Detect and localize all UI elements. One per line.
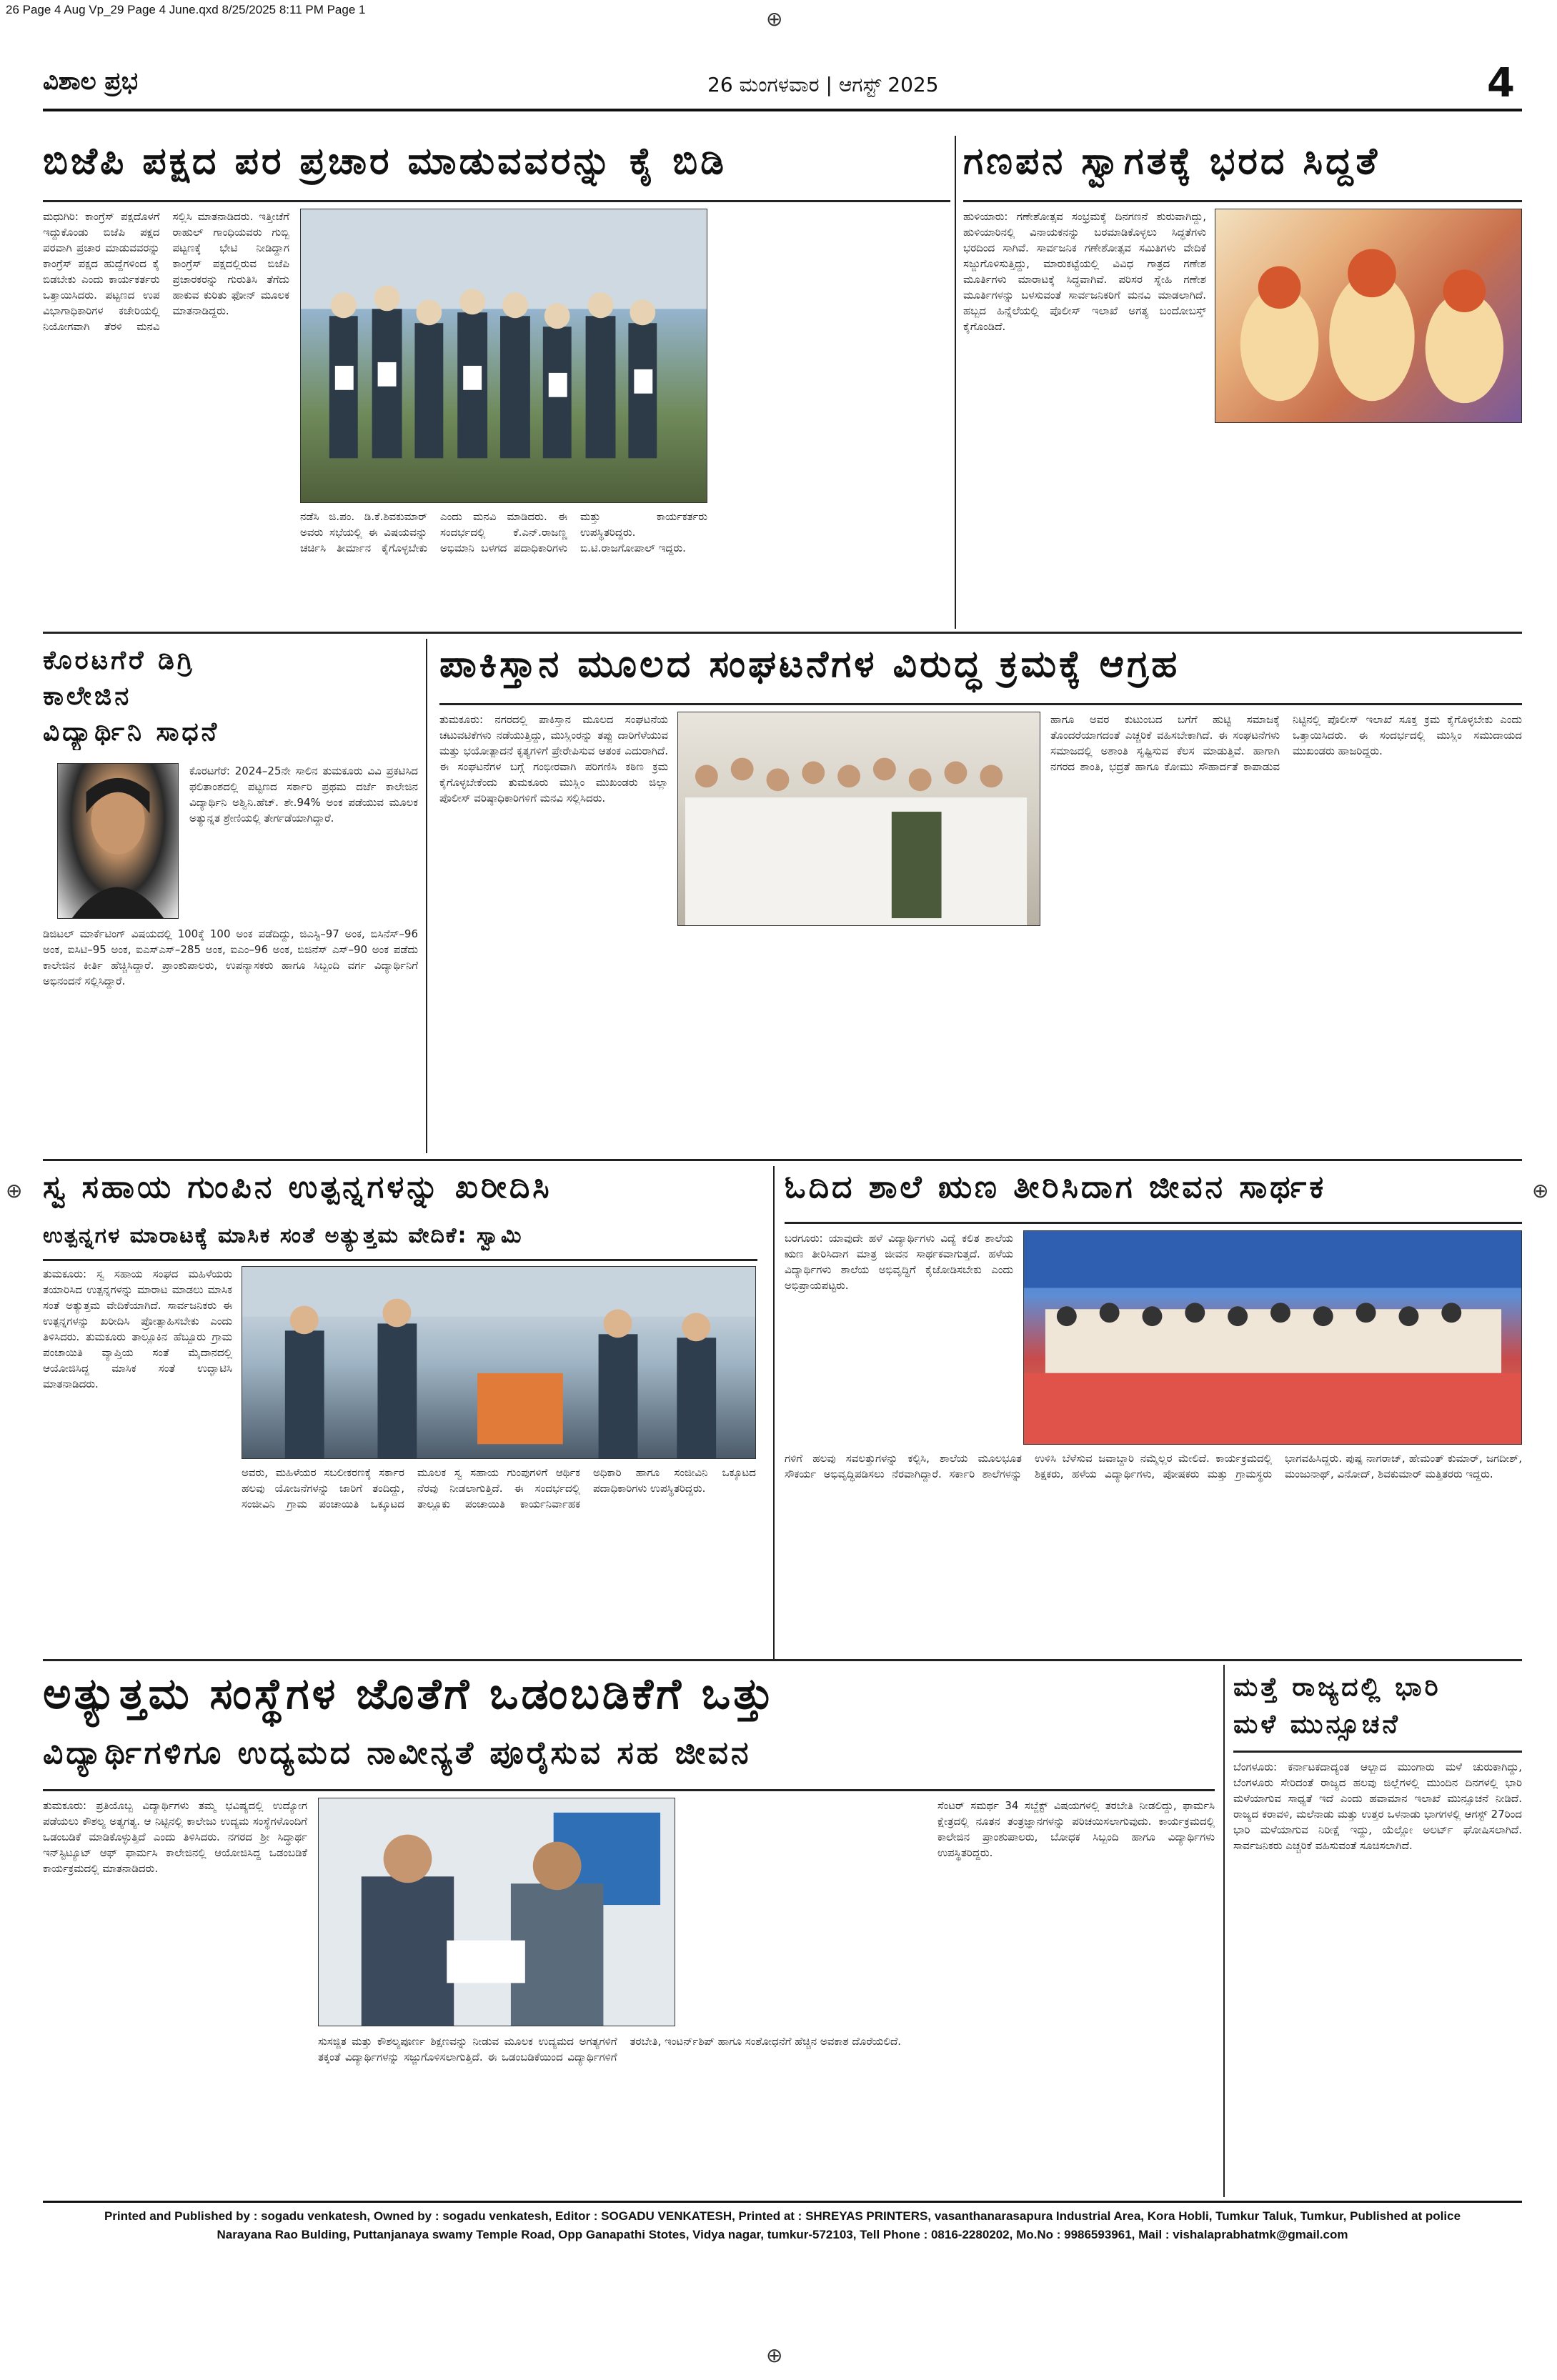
mou-body-right: ಸೆಂಟರ್ ಸಮರ್ಥ 34 ಸಬ್ಜೆಕ್ಟ್ ವಿಷಯಗಳಲ್ಲಿ ತರಬೇತಿ ನೀಡಲಿದ್ದು, ಫಾರ್ಮಸಿ ಕ್ಷೇತ್ರದಲ್ಲಿ ನೂತನ ತಂತ್ರಜ್ಞಾನಗಳನ್ನು ಪರಿಚಯಿಸಲಾಗುವುದು. ಕಾರ್ಯಕ್ರಮದಲ್ಲಿ ಕಾಲೇಜಿನ ಪ್ರಾಂಶುಪಾಲರು, ಬೋಧಕ ಸಿಬ್ಬಂದಿ ಹಾಗೂ ವಿದ್ಯಾರ್ಥಿಗಳು ಉಪಸ್ಥಿತರಿದ್ದರು.: [937, 1799, 1215, 1859]
college-body-bottom: ಡಿಜಿಟಲ್ ಮಾರ್ಕೆಟಿಂಗ್ ವಿಷಯದಲ್ಲಿ 100ಕ್ಕೆ 100 ಅಂಕ ಪಡೆದಿದ್ದು, ಜಿಎಸ್ಟಿ–97 ಅಂಕ, ಬಿಸಿನೆಸ್–96 ಅಂಕ, ಐಸಿಟಿ–95 ಅಂಕ, ಐಎಸ್ಎಸ್–285 ಅಂಕ, ಐಎಂ–96 ಅಂಕ, ಬಿಜಿನೆಸ್ ಎಸ್–90 ಅಂಕ ಪಡೆದು ಕಾಲೇಜಿನ ಕೀರ್ತಿ ಹೆಚ್ಚಿಸಿದ್ದಾರೆ. ಪ್ರಾಂಶುಪಾಲರು, ಉಪನ್ಯಾಸಕರು ಹಾಗೂ ಸಿಬ್ಬಂದಿ ವರ್ಗ ವಿದ್ಯಾರ್ಥಿನಿಗೆ ಅಭಿನಂದನೆ ಸಲ್ಲಿಸಿದ್ದಾರೆ.: [43, 927, 418, 987]
handshake-photo-icon: [319, 1798, 675, 2026]
mou-body-left: ತುಮಕೂರು: ಪ್ರತಿಯೊಬ್ಬ ವಿದ್ಯಾರ್ಥಿಗಳು ತಮ್ಮ ಭವಿಷ್ಯದಲ್ಲಿ ಉದ್ಯೋಗ ಪಡೆಯಲು ಕೌಶಲ್ಯ ಅತ್ಯಗತ್ಯ. ಆ ನಿಟ್ಟಿನಲ್ಲಿ ಕಾಲೇಜು ಉದ್ಯಮ ಸಂಸ್ಥೆಗಳೊಂದಿಗೆ ಒಡಂಬಡಿಕೆ ಮಾಡಿಕೊಳ್ಳುತ್ತಿದೆ ಎಂದು ತಿಳಿಸಿದರು. ನಗರದ ಶ್ರೀ ಸಿದ್ಧಾರ್ಥ ಇನ್‌ಸ್ಟಿಟ್ಯೂಟ್ ಆಫ್ ಫಾರ್ಮಸಿ ಕಾಲೇಜಿನಲ್ಲಿ ಆಯೋಜಿಸಿದ್ದ ಒಡಂಬಡಿಕೆ ಕಾರ್ಯಕ್ರಮದಲ್ಲಿ ಮಾತನಾಡಿದರು.: [43, 1799, 307, 1875]
divider: [43, 200, 950, 202]
school-headline: ಓದಿದ ಶಾಲೆ ಋಣ ತೀರಿಸಿದಾಗ ಜೀವನ ಸಾರ್ಥಕ: [785, 1169, 1327, 1205]
ganesha-body-cont: [1215, 429, 1522, 623]
school-body-bottom: ಗಳಿಗೆ ಹಲವು ಸವಲತ್ತುಗಳನ್ನು ಕಲ್ಪಿಸಿ, ಶಾಲೆಯ ಮೂಲಭೂತ ಸೌಕರ್ಯ ಅಭಿವೃದ್ಧಿಪಡಿಸಲು ನೆರವಾಗಿದ್ದಾರೆ. ಸರ್ಕಾರಿ ಶಾಲೆಗಳನ್ನು ಉಳಿಸಿ ಬೆಳೆಸುವ ಜವಾಬ್ದಾರಿ ನಮ್ಮೆಲ್ಲರ ಮೇಲಿದೆ. ಕಾರ್ಯಕ್ರಮದಲ್ಲಿ ಶಿಕ್ಷಕರು, ಹಳೆಯ ವಿದ್ಯಾರ್ಥಿಗಳು, ಪೋಷಕರು ಮತ್ತು ಗ್ರಾಮಸ್ಥರು ಭಾಗವಹಿಸಿದ್ದರು. ಪುಷ್ಪ ನಾಗರಾಜ್, ಹೇಮಂತ್ ಕುಮಾರ್, ಜಗದೀಶ್, ಮಂಜುನಾಥ್, ವಿನೋದ್, ಶಿವಕುಮಾರ್ ಮತ್ತಿತರರು ಇದ್ದರು.: [785, 1452, 1522, 1480]
mou-body-mid: ಸುಸಜ್ಜಿತ ಮತ್ತು ಕೌಶಲ್ಯಪೂರ್ಣ ಶಿಕ್ಷಣವನ್ನು ನೀಡುವ ಮೂಲಕ ಉದ್ಯಮದ ಅಗತ್ಯಗಳಿಗೆ ತಕ್ಕಂತೆ ವಿದ್ಯಾರ್ಥಿಗಳನ್ನು ಸಜ್ಜುಗೊಳಿಸಲಾಗುತ್ತಿದೆ. ಈ ಒಡಂಬಡಿಕೆಯಿಂದ ವಿದ್ಯಾರ್ಥಿಗಳಿಗೆ ತರಬೇತಿ, ಇಂಟರ್ನ್‌ಶಿಪ್ ಹಾಗೂ ಸಂಶೋಧನೆಗೆ ಹೆಚ್ಚಿನ ಅವಕಾಶ ದೊರೆಯಲಿದೆ.: [318, 2035, 902, 2063]
gathering-photo-icon: [1024, 1231, 1521, 1444]
mou-photo: [318, 1798, 675, 2026]
shg-headline: ಸ್ವ ಸಹಾಯ ಗುಂಪಿನ ಉತ್ಪನ್ನಗಳನ್ನು ಖರೀದಿಸಿ: [43, 1169, 552, 1205]
divider: [426, 639, 427, 1153]
shg-body-left: ತುಮಕೂರು: ಸ್ವ ಸಹಾಯ ಸಂಘದ ಮಹಿಳೆಯರು ತಯಾರಿಸಿದ ಉತ್ಪನ್ನಗಳನ್ನು ಮಾರಾಟ ಮಾಡಲು ಮಾಸಿಕ ಸಂತೆ ಅತ್ಯುತ್ತಮ ವೇದಿಕೆಯಾಗಿದೆ. ಸಾರ್ವಜನಿಕರು ಈ ಉತ್ಪನ್ನಗಳನ್ನು ಖರೀದಿಸಿ ಪ್ರೋತ್ಸಾಹಿಸಬೇಕು ಎಂದು ತಿಳಿಸಿದರು. ತುಮಕೂರು ತಾಲ್ಲೂಕಿನ ಹೆಬ್ಬೂರು ಗ್ರಾಮ ಪಂಚಾಯಿತಿ ವ್ಯಾಪ್ತಿಯ ಸಂತೆ ಮೈದಾನದಲ್ಲಿ ಆಯೋಜಿಸಿದ್ದ ಮಾಸಿಕ ಸಂತೆ ಉದ್ಘಾಟಿಸಿ ಮಾತನಾಡಿದರು.: [43, 1268, 232, 1390]
mou-body-mid-top: [686, 1798, 929, 2026]
registration-mark-icon: ⊕: [766, 2344, 783, 2367]
divider: [43, 1659, 1522, 1661]
divider: [439, 703, 1522, 705]
student-portrait: [57, 763, 179, 919]
school-body-top: ಬರಗೂರು: ಯಾವುದೇ ಹಳೆ ವಿದ್ಯಾರ್ಥಿಗಳು ವಿದ್ಯೆ ಕಲಿತ ಶಾಲೆಯ ಋಣ ತೀರಿಸಿದಾಗ ಮಾತ್ರ ಜೀವನ ಸಾರ್ಥಕವಾಗುತ್ತದೆ. ಹಳೆಯ ವಿದ್ಯಾರ್ಥಿಗಳು ಶಾಲೆಯ ಅಭಿವೃದ್ಧಿಗೆ ಕೈಜೋಡಿಸಬೇಕು ಎಂದು ಅಭಿಪ್ರಾಯಪಟ್ಟರು.: [785, 1232, 1013, 1292]
bjp-headline: ಬಿಜೆಪಿ ಪಕ್ಷದ ಪರ ಪ್ರಚಾರ ಮಾಡುವವರನ್ನು ಕೈ ಬಿಡಿ: [43, 140, 727, 183]
divider: [955, 136, 956, 629]
rain-headline-line1: ಮತ್ತೆ ರಾಜ್ಯದಲ್ಲಿ ಭಾರಿ: [1233, 1673, 1441, 1702]
registration-mark-icon: ⊕: [766, 7, 783, 31]
bjp-photo: [300, 209, 707, 503]
college-headline: [43, 643, 414, 750]
registration-mark-icon: ⊕: [6, 1179, 23, 1203]
college-headline-line3: ವಿದ್ಯಾರ್ಥಿನಿ ಸಾಧನೆ: [43, 717, 220, 747]
portrait-icon: [58, 764, 178, 918]
rain-headline: [1233, 1669, 1522, 1748]
rain-body: ಬೆಂಗಳೂರು: ಕರ್ನಾಟಕದಾದ್ಯಂತ ಆಲ್ಬಾದ ಮುಂಗಾರು ಮಳೆ ಚುರುಕಾಗಿದ್ದು, ಬೆಂಗಳೂರು ಸೇರಿದಂತೆ ರಾಜ್ಯದ ಹಲವು ಜಿಲ್ಲೆಗಳಲ್ಲಿ ಮುಂದಿನ ದಿನಗಳಲ್ಲಿ ಭಾರಿ ಮಳೆಯಾಗುವ ಸಾಧ್ಯತೆ ಇದೆ ಎಂದು ಹವಾಮಾನ ಇಲಾಖೆ ಮುನ್ಸೂಚನೆ ನೀಡಿದೆ. ರಾಜ್ಯದ ಕರಾವಳಿ, ಮಲೆನಾಡು ಮತ್ತು ಉತ್ತರ ಒಳನಾಡು ಭಾಗಗಳಲ್ಲಿ ಆಗಸ್ಟ್ 27ರಿಂದ ಭಾರಿ ಮಳೆಯಾಗುವ ನಿರೀಕ್ಷೆ ಇದ್ದು, ಯೆಲ್ಲೋ ಅಲರ್ಟ್ ಘೋಷಿಸಲಾಗಿದೆ. ಸಾರ್ವಜನಿಕರು ಎಚ್ಚರಿಕೆ ವಹಿಸುವಂತೆ ಸೂಚಿಸಲಾಗಿದೆ.: [1233, 1761, 1522, 1852]
college-headline-line1: ಕೊರಟಗೆರೆ ಡಿಗ್ರಿ: [43, 646, 195, 675]
bjp-body-right: ನಡೆಸಿ ಜಿ.ಪಂ. ಡಿ.ಕೆ.ಶಿವಕುಮಾರ್ ಅವರು ಸಭೆಯಲ್ಲಿ ಈ ವಿಷಯವನ್ನು ಚರ್ಚಿಸಿ ತೀರ್ಮಾನ ಕೈಗೊಳ್ಳಬೇಕು ಎಂದು ಮನವಿ ಮಾಡಿದರು. ಈ ಸಂದರ್ಭದಲ್ಲಿ ಕೆ.ಎನ್.ರಾಜಣ್ಣ ಅಭಿಮಾನಿ ಬಳಗದ ಪದಾಧಿಕಾರಿಗಳು ಮತ್ತು ಕಾರ್ಯಕರ್ತರು ಉಪಸ್ಥಿತರಿದ್ದರು. ಬಿ.ಟಿ.ರಾಜಗೋಪಾಲ್ ಇದ್ದರು.: [300, 510, 707, 554]
crowd-photo-icon: [678, 712, 1040, 925]
slug-line: 26 Page 4 Aug Vp_29 Page 4 June.qxd 8/25/2025 8:11 PM Page 1: [6, 3, 366, 16]
imprint-footer: [43, 2201, 1522, 2251]
college-headline-line2: ಕಾಲೇಜಿನ: [43, 682, 132, 711]
paper-name: ವಿಶಾಲ ಪ್ರಭ: [43, 67, 138, 96]
market-photo-icon: [242, 1267, 755, 1458]
ganesha-photo: [1215, 209, 1522, 423]
shg-subhead: ಉತ್ಪನ್ನಗಳ ಮಾರಾಟಕ್ಕೆ ಮಾಸಿಕ ಸಂತೆ ಅತ್ಯುತ್ತಮ ವೇದಿಕೆ: ಸ್ವಾಮಿ: [43, 1223, 523, 1248]
pakistan-body-mid: [677, 932, 1040, 1152]
bjp-body-left: ಮಧುಗಿರಿ: ಕಾಂಗ್ರೆಸ್ ಪಕ್ಷದೊಳಗೆ ಇದ್ದುಕೊಂಡು ಬಿಜೆಪಿ ಪಕ್ಷದ ಪರವಾಗಿ ಪ್ರಚಾರ ಮಾಡುವವರನ್ನು ಕಾಂಗ್ರೆಸ್ ಪಕ್ಷದ ಹುದ್ದೆಗಳಿಂದ ಕೈ ಬಿಡಬೇಕು ಎಂದು ಕಾರ್ಯಕರ್ತರು ಒತ್ತಾಯಿಸಿದರು. ಪಟ್ಟಣದ ಉಪ ವಿಭಾಗಾಧಿಕಾರಿಗಳ ಕಚೇರಿಯಲ್ಲಿ ನಿಯೋಗವಾಗಿ ತೆರಳಿ ಮನವಿ ಸಲ್ಲಿಸಿ ಮಾತನಾಡಿದರು. ಇತ್ತೀಚೆಗೆ ರಾಹುಲ್ ಗಾಂಧಿಯವರು ಗುಬ್ಬಿ ಪಟ್ಟಣಕ್ಕೆ ಭೇಟಿ ನೀಡಿದ್ದಾಗ ಕಾಂಗ್ರೆಸ್ ಪಕ್ಷದಲ್ಲಿರುವ ಬಿಜೆಪಿ ಪ್ರಚಾರಕರನ್ನು ಗುರುತಿಸಿ ತೆಗೆದು ಹಾಕುವ ಕುರಿತು ಫೋನ್ ಮೂಲಕ ಮಾತನಾಡಿದ್ದರು.: [43, 210, 289, 333]
registration-mark-icon: ⊕: [1532, 1179, 1549, 1203]
pakistan-photo: [677, 712, 1040, 926]
mou-headline-line2: ವಿದ್ಯಾರ್ಥಿಗಳಿಗೂ ಉದ್ಯಮದ ನಾವೀನ್ಯತೆ ಪೂರೈಸುವ ಸಹ ಜೀವನ: [43, 1735, 752, 1771]
imprint-line1: Printed and Published by : sogadu venkatesh, Owned by : sogadu venkatesh, Editor : SOGADU VENKATESH, Printed at : SHREYAS PRINTERS, vasanthanarasapura Industrial Area, Kora Hobli, Tumkur Taluk, Tumkur, Published at police: [104, 2209, 1461, 2223]
page-number: 4: [1487, 60, 1515, 106]
divider: [43, 1259, 757, 1261]
divider: [43, 1159, 1522, 1161]
issue-date: 26 ಮಂಗಳವಾರ | ಆಗಸ್ಟ್ 2025: [707, 73, 939, 96]
divider: [1223, 1665, 1225, 2197]
pakistan-body-right: ಹಾಗೂ ಅವರ ಕುಟುಂಬದ ಬಗೆಗೆ ಹುಟ್ಟಿ ಸಮಾಜಕ್ಕೆ ತೊಂದರೆಯಾಗದಂತೆ ಎಚ್ಚರಿಕೆ ವಹಿಸಬೇಕಾಗಿದೆ. ಈ ಸಂಘಟನೆಗಳು ಸಮಾಜದಲ್ಲಿ ಅಶಾಂತಿ ಸೃಷ್ಟಿಸುವ ಕೆಲಸ ಮಾಡುತ್ತಿವೆ. ಹಾಗಾಗಿ ನಗರದ ಶಾಂತಿ, ಭದ್ರತೆ ಹಾಗೂ ಕೋಮು ಸೌಹಾರ್ದತೆ ಕಾಪಾಡುವ ನಿಟ್ಟಿನಲ್ಲಿ ಪೊಲೀಸ್ ಇಲಾಖೆ ಸೂಕ್ತ ಕ್ರಮ ಕೈಗೊಳ್ಳಬೇಕು ಎಂದು ಒತ್ತಾಯಿಸಿದರು. ಈ ಸಂದರ್ಭದಲ್ಲಿ ಮುಸ್ಲಿಂ ಸಮುದಾಯದ ಮುಖಂಡರು ಹಾಜರಿದ್ದರು.: [1050, 713, 1522, 773]
shg-body-bottom: ಅವರು, ಮಹಿಳೆಯರ ಸಬಲೀಕರಣಕ್ಕೆ ಸರ್ಕಾರ ಹಲವು ಯೋಜನೆಗಳನ್ನು ಜಾರಿಗೆ ತಂದಿದ್ದು, ಸಂಜೀವಿನಿ ಗ್ರಾಮ ಪಂಚಾಯಿತಿ ಒಕ್ಕೂಟದ ಮೂಲಕ ಸ್ವ ಸಹಾಯ ಗುಂಪುಗಳಿಗೆ ಆರ್ಥಿಕ ನೆರವು ನೀಡಲಾಗುತ್ತಿದೆ. ಈ ಸಂದರ್ಭದಲ್ಲಿ ತಾಲ್ಲೂಕು ಪಂಚಾಯಿತಿ ಕಾರ್ಯನಿರ್ವಾಹಕ ಅಧಿಕಾರಿ ಹಾಗೂ ಸಂಜೀವಿನಿ ಒಕ್ಕೂಟದ ಪದಾಧಿಕಾರಿಗಳು ಉಪಸ್ಥಿತರಿದ್ದರು.: [242, 1466, 756, 1510]
mou-headline-line1: ಅತ್ಯುತ್ತಮ ಸಂಸ್ಥೆಗಳ ಜೊತೆಗೆ ಒಡಂಬಡಿಕೆಗೆ ಒತ್ತು: [43, 1669, 777, 1719]
ganesha-body: ಹುಳಿಯಾರು: ಗಣೇಶೋತ್ಸವ ಸಂಭ್ರಮಕ್ಕೆ ದಿನಗಣನೆ ಶುರುವಾಗಿದ್ದು, ಹುಳಿಯಾರಿನಲ್ಲಿ ವಿನಾಯಕನನ್ನು ಬರಮಾಡಿಕೊಳ್ಳಲು ಸಿದ್ಧತೆಗಳು ಭರದಿಂದ ಸಾಗಿವೆ. ಸಾರ್ವಜನಿಕ ಗಣೇಶೋತ್ಸವ ಸಮಿತಿಗಳು ವೇದಿಕೆ ಸಜ್ಜುಗೊಳಿಸುತ್ತಿದ್ದು, ಮಾರುಕಟ್ಟೆಯಲ್ಲಿ ವಿವಿಧ ಗಾತ್ರದ ಗಣೇಶ ಮೂರ್ತಿಗಳು ಮಾರಾಟಕ್ಕೆ ಸಿದ್ಧವಾಗಿವೆ. ಪರಿಸರ ಸ್ನೇಹಿ ಗಣೇಶ ಮೂರ್ತಿಗಳನ್ನು ಬಳಸುವಂತೆ ಸಾರ್ವಜನಿಕರಿಗೆ ಮನವಿ ಮಾಡಲಾಗಿದೆ. ಹಬ್ಬದ ಹಿನ್ನೆಲೆಯಲ್ಲಿ ಪೊಲೀಸ್ ಇಲಾಖೆ ಅಗತ್ಯ ಬಂದೋಬಸ್ತ್ ಕೈಗೊಂಡಿದೆ.: [963, 210, 1206, 333]
pakistan-body-left: ತುಮಕೂರು: ನಗರದಲ್ಲಿ ಪಾಕಿಸ್ತಾನ ಮೂಲದ ಸಂಘಟನೆಯ ಚಟುವಟಿಕೆಗಳು ನಡೆಯುತ್ತಿದ್ದು, ಮುಸ್ಲಿಂರನ್ನು ತಪ್ಪು ದಾರಿಗೆಳೆಯುವ ಮತ್ತು ಭಯೋತ್ಪಾದನೆ ಕೃತ್ಯಗಳಿಗೆ ಪ್ರೇರೇಪಿಸುವ ಆತಂಕ ಎದುರಾಗಿದೆ. ಈ ಸಂಘಟನೆಗಳ ಬಗ್ಗೆ ಗಂಭೀರವಾಗಿ ಪರಿಗಣಿಸಿ ಕಠಿಣ ಕ್ರಮ ಕೈಗೊಳ್ಳಬೇಕೆಂದು ತುಮಕೂರು ಮುಸ್ಲಿಂ ಮುಖಂಡರು ಜಿಲ್ಲಾ ಪೊಲೀಸ್ ವರಿಷ್ಠಾಧಿಕಾರಿಗಳಿಗೆ ಮನವಿ ಸಲ್ಲಿಸಿದರು.: [439, 713, 668, 805]
divider: [43, 1789, 1215, 1791]
divider: [963, 200, 1522, 202]
rain-headline-line2: ಮಳೆ ಮುನ್ಸೂಚನೆ: [1233, 1710, 1401, 1739]
divider: [785, 1222, 1522, 1224]
shg-photo: [242, 1266, 756, 1459]
divider: [1233, 1751, 1522, 1753]
pakistan-headline: ಪಾಕಿಸ್ತಾನ ಮೂಲದ ಸಂಘಟನೆಗಳ ವಿರುದ್ಧ ಕ್ರಮಕ್ಕೆ ಆಗ್ರಹ: [439, 643, 1180, 686]
group-photo-icon: [301, 209, 707, 502]
divider: [43, 632, 1522, 634]
college-body-top: ಕೊರಟಗೆರೆ: 2024–25ನೇ ಸಾಲಿನ ತುಮಕೂರು ವಿವಿ ಪ್ರಕಟಿಸಿದ ಫಲಿತಾಂಶದಲ್ಲಿ ಪಟ್ಟಣದ ಸರ್ಕಾರಿ ಪ್ರಥಮ ದರ್ಜೆ ಕಾಲೇಜಿನ ವಿದ್ಯಾರ್ಥಿನಿ ಅಶ್ವಿನಿ.ಹೆಚ್. ಶೇ.94% ಅಂಕ ಪಡೆಯುವ ಮೂಲಕ ಅತ್ಯುನ್ನತ ಶ್ರೇಣಿಯಲ್ಲಿ ತೇರ್ಗಡೆಯಾಗಿದ್ದಾರೆ.: [189, 765, 418, 825]
masthead: [43, 60, 1522, 111]
school-photo: [1023, 1230, 1522, 1445]
ganesha-headline: ಗಣಪನ ಸ್ವಾಗತಕ್ಕೆ ಭರದ ಸಿದ್ದತೆ: [963, 140, 1381, 183]
ganesha-idols-icon: [1215, 209, 1521, 422]
divider: [773, 1166, 775, 1659]
imprint-line2: Narayana Rao Bulding, Puttanjanaya swamy Temple Road, Opp Ganapathi Stotes, Vidya nagar, tumkur-572103, Tell Phone : 0816-2280202, Mo.No : 9986593961, Mail : vishalaprabhatmk@gmail.com: [217, 2228, 1348, 2241]
